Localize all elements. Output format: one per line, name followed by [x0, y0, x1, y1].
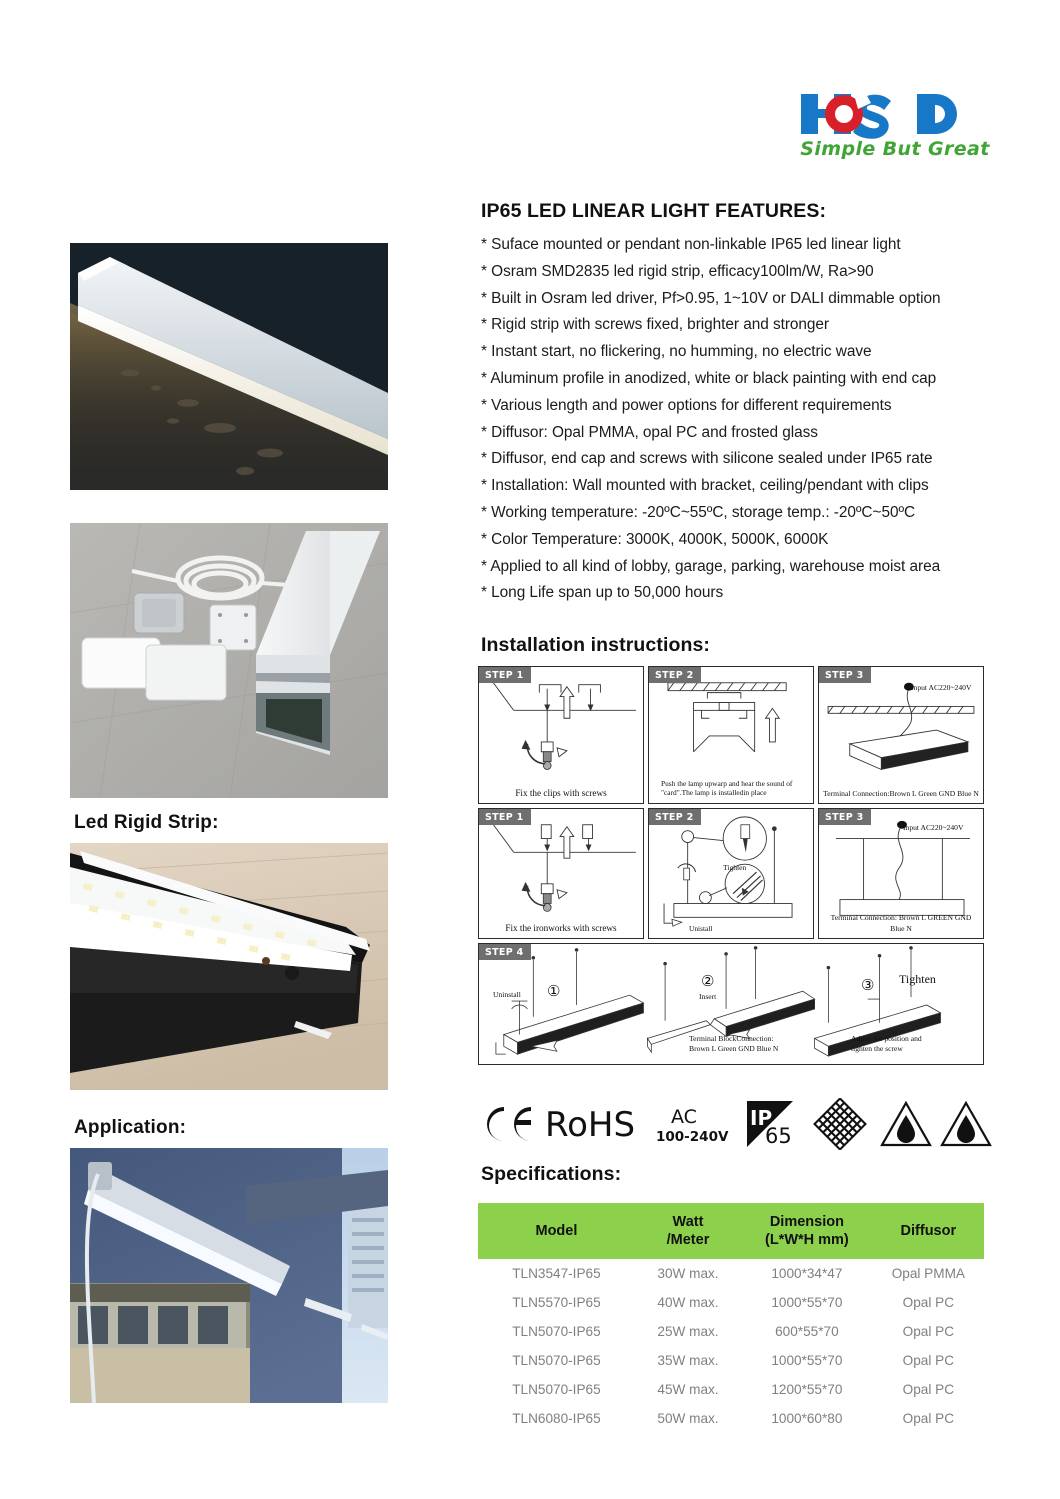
install-panel-r1-step1: [478, 666, 644, 804]
table-row: [478, 1404, 984, 1433]
feature-item: * Rigid strip with screws fixed, brighter and stronger: [481, 316, 830, 334]
install-panel-r2-step3: [818, 808, 984, 939]
circled-number-3: ③: [861, 978, 875, 994]
step-caption: Push the lamp upwarp and hear the sound of "card".The lamp is installedin place: [661, 779, 793, 797]
specifications-table: [478, 1203, 984, 1433]
cell-model: TLN5070-IP65: [512, 1382, 601, 1397]
photo-wet-surface-linear-light: [70, 243, 388, 490]
cell-diffusor: Opal PC: [902, 1295, 955, 1310]
uninstall-label: Uninstall: [493, 990, 521, 999]
step-tag: STEP 3: [819, 809, 871, 825]
certification-icons: [481, 1096, 993, 1152]
header-line-2: /Meter: [666, 1232, 710, 1248]
table-row: [478, 1317, 984, 1346]
step-caption: Terminal Connection: Brown L GREEN GND Blue N: [830, 913, 972, 933]
step-caption: Terminal Connection:Brown L Green GND Blue N: [823, 789, 979, 798]
svg-text:100-240V: 100-240V: [656, 1129, 729, 1145]
step-tag: STEP 1: [479, 809, 531, 825]
header-line-2: (L*W*H mm): [764, 1232, 849, 1248]
install-panel-r1-step3: [818, 666, 984, 804]
cell-dimension: 1000*34*47: [771, 1266, 843, 1281]
installation-title: Installation instructions:: [481, 634, 711, 656]
svg-text:IP: IP: [750, 1106, 773, 1130]
svg-text:RoHS: RoHS: [545, 1105, 636, 1145]
column-header-watt: [635, 1203, 741, 1259]
header-line-1: Model: [535, 1223, 578, 1239]
features-title: IP65 LED LINEAR LIGHT FEATURES:: [481, 200, 827, 222]
cell-watt: 30W max.: [657, 1266, 719, 1281]
table-row: [478, 1259, 984, 1288]
feature-item: * Osram SMD2835 led rigid strip, efficacy100lm/W, Ra>90: [481, 262, 874, 280]
ceiling-clip-diagram: [479, 667, 643, 803]
feature-item: * Long Life span up to 50,000 hours: [481, 584, 724, 602]
install-panel-r2-step1: [478, 808, 644, 939]
step-tag: STEP 2: [649, 667, 701, 683]
feature-item: * Aluminum profile in anodized, white or black painting with end cap: [481, 369, 937, 387]
photo-outdoor-application: [70, 1148, 388, 1403]
step-tag: STEP 1: [479, 667, 531, 683]
step-caption: Fix the ironworks with screws: [505, 923, 617, 933]
cell-diffusor: Opal PC: [902, 1411, 955, 1426]
cell-model: TLN6080-IP65: [512, 1411, 601, 1426]
feature-item: * Working temperature: -20ºC~55ºC, storage temp.: -20ºC~50ºC: [481, 503, 916, 521]
cell-dimension: 1200*55*70: [771, 1382, 843, 1397]
cell-watt: 35W max.: [657, 1353, 719, 1368]
feature-item: * Installation: Wall mounted with bracket, ceiling/pendant with clips: [481, 477, 929, 495]
ce-mark-icon: [481, 1102, 543, 1146]
label-led-rigid-strip: Led Rigid Strip:: [74, 812, 219, 833]
terminal-block-caption-l2: Brown L Green GND Blue N: [689, 1044, 779, 1053]
ironworks-clip-diagram: [479, 809, 643, 938]
tighten-screw-diagram: [649, 809, 813, 938]
column-header-dimension: [741, 1203, 873, 1259]
feature-item: * Various length and power options for different requirements: [481, 396, 892, 414]
header-line-1: Diffusor: [900, 1223, 957, 1239]
terminal-block-caption-l1: Terminal BlockConnection:: [689, 1034, 774, 1043]
table-header-row: [478, 1203, 984, 1259]
cell-dimension: 1000*55*70: [771, 1353, 843, 1368]
insert-label: Insert: [699, 992, 717, 1001]
mesh-grid-icon: [811, 1098, 869, 1150]
company-logo: [795, 88, 995, 168]
svg-text:AC: AC: [671, 1106, 697, 1128]
cell-model: TLN5070-IP65: [512, 1324, 601, 1339]
table-row: [478, 1288, 984, 1317]
cell-dimension: 1000*55*70: [771, 1295, 843, 1310]
install-row-1: [478, 666, 984, 804]
specifications-title: Specifications:: [481, 1163, 622, 1185]
feature-item: * Suface mounted or pendant non-linkable IP65 led linear light: [481, 236, 901, 253]
input-voltage-label: Input AC220~240V: [903, 823, 964, 832]
cell-model: TLN5570-IP65: [512, 1295, 601, 1310]
cell-model: TLN3547-IP65: [512, 1266, 601, 1281]
logo-tagline: Simple But Great: [800, 138, 990, 160]
cell-watt: 40W max.: [657, 1295, 719, 1310]
circled-number-2: ②: [701, 974, 715, 990]
column-header-diffusor: [873, 1203, 984, 1259]
hosd-logo-mark: [795, 88, 995, 140]
photo-led-rigid-strip: [70, 843, 388, 1090]
step-tag: STEP 4: [479, 944, 531, 960]
rohs-icon: [543, 1102, 655, 1146]
svg-text:65: 65: [765, 1124, 792, 1148]
circled-number-1: ①: [547, 984, 561, 1000]
step-caption: Fix the clips with screws: [515, 788, 607, 798]
install-panel-r1-step2: [648, 666, 814, 804]
cell-watt: 50W max.: [657, 1411, 719, 1426]
ac-voltage-icon: [655, 1101, 729, 1147]
table-row: [478, 1375, 984, 1404]
photo-profile-and-endcap-parts: [70, 523, 388, 798]
cell-dimension: 1000*60*80: [771, 1411, 843, 1426]
installation-diagrams: [478, 666, 984, 1069]
label-application: Application:: [74, 1117, 187, 1138]
step-tag: STEP 2: [649, 809, 701, 825]
feature-item: * Instant start, no flickering, no humming, no electric wave: [481, 343, 872, 361]
water-drop-warning-icon-2: [939, 1099, 993, 1149]
cell-watt: 45W max.: [657, 1382, 719, 1397]
install-row-2: [478, 808, 984, 939]
input-voltage-label: Input AC220~240V: [911, 683, 972, 692]
install-panel-step4: [478, 943, 984, 1065]
feature-item: * Color Temperature: 3000K, 4000K, 5000K, 6000K: [481, 530, 829, 548]
cell-model: TLN5070-IP65: [512, 1353, 601, 1368]
water-drop-warning-icon-1: [879, 1099, 933, 1149]
feature-item: * Diffusor, end cap and screws with silicone sealed under IP65 rate: [481, 450, 933, 468]
feature-item: * Applied to all kind of lobby, garage, parking, warehouse moist area: [481, 557, 941, 575]
step-tag: STEP 3: [819, 667, 871, 683]
header-line-1: Dimension: [769, 1214, 844, 1230]
cell-diffusor: Opal PMMA: [891, 1266, 965, 1281]
cell-diffusor: Opal PC: [902, 1324, 955, 1339]
header-line-1: Watt: [672, 1214, 704, 1230]
feature-item: * Built in Osram led driver, Pf>0.95, 1~10V or DALI dimmable option: [481, 289, 941, 307]
cell-dimension: 600*55*70: [775, 1324, 839, 1339]
install-row-3: [478, 943, 984, 1065]
cell-diffusor: Opal PC: [902, 1382, 955, 1397]
adjust-caption-l2: tighten the screw: [851, 1044, 903, 1053]
step-caption: Unistall: [689, 924, 713, 933]
tighten-label: Tighten: [899, 972, 936, 986]
column-header-model: [478, 1203, 635, 1259]
cell-watt: 25W max.: [657, 1324, 719, 1339]
features-list: [481, 232, 993, 607]
tighten-label: Tighten: [723, 863, 747, 872]
install-panel-r2-step2: [648, 808, 814, 939]
feature-item: * Diffusor: Opal PMMA, opal PC and frosted glass: [481, 423, 818, 441]
adjust-caption-l1: Adjust the position and: [851, 1034, 922, 1043]
ip65-rating-icon: [743, 1099, 801, 1149]
table-row: [478, 1346, 984, 1375]
cell-diffusor: Opal PC: [902, 1353, 955, 1368]
